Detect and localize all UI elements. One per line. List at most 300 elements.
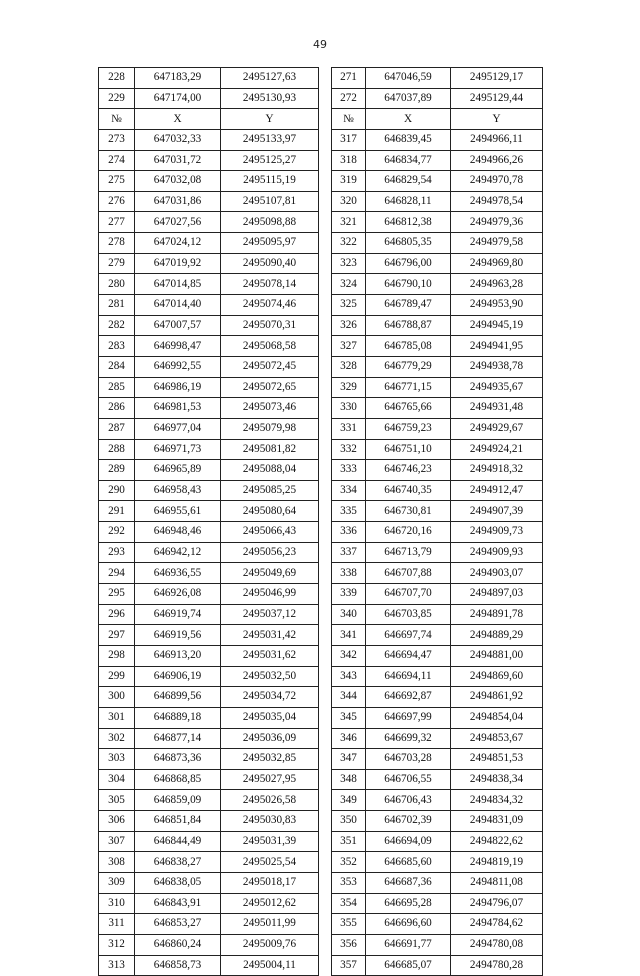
table-row <box>99 398 319 419</box>
table-row <box>99 769 319 790</box>
point-number-cell: 324 <box>332 274 366 295</box>
table-row <box>332 418 543 439</box>
table-row <box>332 831 543 852</box>
point-number-cell: 275 <box>99 171 135 192</box>
point-number-cell: 289 <box>99 460 135 481</box>
table-row <box>99 191 319 212</box>
point-number-cell: 354 <box>332 893 366 914</box>
y-coordinate-cell: 2495034,72 <box>221 687 319 708</box>
table-row <box>99 645 319 666</box>
table-row <box>332 315 543 336</box>
x-coordinate-cell: 646971,73 <box>135 439 221 460</box>
table-row <box>99 584 319 605</box>
table-row <box>99 253 319 274</box>
x-coordinate-cell: 646926,08 <box>135 584 221 605</box>
point-number-cell: 349 <box>332 790 366 811</box>
y-coordinate-cell: 2494819,19 <box>451 852 543 873</box>
y-coordinate-cell: 2494909,73 <box>451 522 543 543</box>
point-number-cell: 295 <box>99 584 135 605</box>
table-row <box>99 790 319 811</box>
x-coordinate-cell: 646948,46 <box>135 522 221 543</box>
y-coordinate-cell: 2495125,27 <box>221 150 319 171</box>
coordinates-table-left <box>98 67 319 976</box>
point-number-cell: 300 <box>99 687 135 708</box>
table-row <box>99 418 319 439</box>
table-row <box>332 584 543 605</box>
table-row <box>332 295 543 316</box>
x-coordinate-cell: 646913,20 <box>135 645 221 666</box>
y-coordinate-cell: 2494918,32 <box>451 460 543 481</box>
y-coordinate-cell: 2494929,67 <box>451 418 543 439</box>
y-coordinate-cell: 2495032,50 <box>221 666 319 687</box>
table-row <box>99 150 319 171</box>
point-number-cell: 297 <box>99 625 135 646</box>
x-coordinate-cell: 647014,40 <box>135 295 221 316</box>
x-coordinate-cell: 646707,70 <box>366 584 451 605</box>
point-number-cell: 287 <box>99 418 135 439</box>
point-number-cell: 346 <box>332 728 366 749</box>
x-coordinate-cell: 646703,28 <box>366 749 451 770</box>
point-number-cell: 278 <box>99 233 135 254</box>
table-row <box>332 150 543 171</box>
table-row <box>99 625 319 646</box>
point-number-cell: 284 <box>99 356 135 377</box>
y-coordinate-cell: 2495129,17 <box>451 68 543 89</box>
table-row <box>332 749 543 770</box>
x-coordinate-cell: 646692,87 <box>366 687 451 708</box>
table-row <box>99 852 319 873</box>
x-coordinate-cell: 646828,11 <box>366 191 451 212</box>
y-coordinate-cell: 2495026,58 <box>221 790 319 811</box>
x-coordinate-cell: 646707,88 <box>366 563 451 584</box>
table-row <box>332 790 543 811</box>
y-coordinate-cell: 2494903,07 <box>451 563 543 584</box>
x-coordinate-cell: 646694,47 <box>366 645 451 666</box>
table-row <box>99 872 319 893</box>
y-coordinate-cell: 2494838,34 <box>451 769 543 790</box>
y-coordinate-cell: 2495031,62 <box>221 645 319 666</box>
y-coordinate-cell: 2495127,63 <box>221 68 319 89</box>
x-coordinate-cell: 646877,14 <box>135 728 221 749</box>
table-row <box>99 171 319 192</box>
point-number-cell: 344 <box>332 687 366 708</box>
table-row <box>99 707 319 728</box>
point-number-cell: 337 <box>332 542 366 563</box>
point-number-cell: 277 <box>99 212 135 233</box>
point-number-cell: 229 <box>99 88 135 109</box>
x-coordinate-cell: 646706,43 <box>366 790 451 811</box>
x-coordinate-cell: 646958,43 <box>135 480 221 501</box>
x-coordinate-cell: 646765,66 <box>366 398 451 419</box>
point-number-cell: 325 <box>332 295 366 316</box>
table-row <box>332 253 543 274</box>
y-coordinate-cell: 2495098,88 <box>221 212 319 233</box>
point-number-cell: 323 <box>332 253 366 274</box>
x-coordinate-cell: 646919,74 <box>135 604 221 625</box>
table-row <box>332 728 543 749</box>
x-coordinate-cell: 647031,86 <box>135 191 221 212</box>
y-coordinate-cell: 2494941,95 <box>451 336 543 357</box>
y-coordinate-cell: 2495070,31 <box>221 315 319 336</box>
point-number-cell: 291 <box>99 501 135 522</box>
y-coordinate-cell: 2495129,44 <box>451 88 543 109</box>
table-row <box>99 377 319 398</box>
x-coordinate-cell: 646889,18 <box>135 707 221 728</box>
y-coordinate-cell: 2494978,54 <box>451 191 543 212</box>
y-coordinate-cell: 2494935,67 <box>451 377 543 398</box>
table-row <box>99 295 319 316</box>
y-coordinate-cell: 2494854,04 <box>451 707 543 728</box>
x-coordinate-cell: 646906,19 <box>135 666 221 687</box>
x-coordinate-cell: 646740,35 <box>366 480 451 501</box>
x-coordinate-cell: 646838,05 <box>135 872 221 893</box>
table-row <box>332 852 543 873</box>
y-coordinate-cell: 2494897,03 <box>451 584 543 605</box>
y-coordinate-cell: 2495031,42 <box>221 625 319 646</box>
x-coordinate-cell: 646899,56 <box>135 687 221 708</box>
y-coordinate-cell: 2495030,83 <box>221 811 319 832</box>
point-number-cell: 345 <box>332 707 366 728</box>
x-coordinate-cell: 646730,81 <box>366 501 451 522</box>
x-coordinate-cell: 646965,89 <box>135 460 221 481</box>
point-number-cell: 302 <box>99 728 135 749</box>
point-number-cell: 327 <box>332 336 366 357</box>
x-coordinate-cell: 646771,15 <box>366 377 451 398</box>
coordinates-table-right <box>331 67 543 976</box>
table-row <box>99 687 319 708</box>
y-coordinate-cell: 2495056,23 <box>221 542 319 563</box>
table-row <box>99 315 319 336</box>
table-row <box>99 129 319 150</box>
y-coordinate-cell: 2494924,21 <box>451 439 543 460</box>
x-coordinate-cell: 646687,36 <box>366 872 451 893</box>
table-row <box>332 769 543 790</box>
point-number-cell: 299 <box>99 666 135 687</box>
y-coordinate-cell: 2494909,93 <box>451 542 543 563</box>
x-coordinate-cell: 647183,29 <box>135 68 221 89</box>
point-number-cell: 330 <box>332 398 366 419</box>
y-coordinate-cell: 2494966,11 <box>451 129 543 150</box>
point-number-cell: 228 <box>99 68 135 89</box>
x-coordinate-cell: 646977,04 <box>135 418 221 439</box>
y-coordinate-cell: 2494891,78 <box>451 604 543 625</box>
point-number-cell: 304 <box>99 769 135 790</box>
point-number-cell: 331 <box>332 418 366 439</box>
y-coordinate-cell: 2495049,69 <box>221 563 319 584</box>
point-number-cell: 276 <box>99 191 135 212</box>
y-coordinate-cell: 2495115,19 <box>221 171 319 192</box>
x-coordinate-cell: 646694,09 <box>366 831 451 852</box>
x-coordinate-cell: 646838,27 <box>135 852 221 873</box>
point-number-cell: 329 <box>332 377 366 398</box>
x-coordinate-cell: 646779,29 <box>366 356 451 377</box>
y-coordinate-cell: 2495012,62 <box>221 893 319 914</box>
y-coordinate-cell: 2495031,39 <box>221 831 319 852</box>
table-right-body <box>332 68 543 976</box>
y-coordinate-cell: 2495018,17 <box>221 872 319 893</box>
table-row <box>332 604 543 625</box>
y-coordinate-cell: 2494851,53 <box>451 749 543 770</box>
table-row <box>99 460 319 481</box>
x-coordinate-cell: 646805,35 <box>366 233 451 254</box>
point-number-cell: 307 <box>99 831 135 852</box>
point-number-cell: 298 <box>99 645 135 666</box>
table-row <box>99 666 319 687</box>
point-number-cell: 288 <box>99 439 135 460</box>
x-coordinate-cell: 646829,54 <box>366 171 451 192</box>
x-coordinate-cell: 646785,08 <box>366 336 451 357</box>
table-row <box>332 212 543 233</box>
table-row <box>99 542 319 563</box>
table-row <box>332 233 543 254</box>
point-number-cell: 338 <box>332 563 366 584</box>
point-number-cell: 286 <box>99 398 135 419</box>
table-row <box>99 914 319 935</box>
point-number-cell: 347 <box>332 749 366 770</box>
x-coordinate-cell: 646746,23 <box>366 460 451 481</box>
y-coordinate-cell: 2495072,65 <box>221 377 319 398</box>
x-coordinate-cell: 646843,91 <box>135 893 221 914</box>
x-coordinate-cell: 646685,07 <box>366 955 451 976</box>
point-number-cell: 296 <box>99 604 135 625</box>
point-number-cell: 311 <box>99 914 135 935</box>
point-number-cell: 309 <box>99 872 135 893</box>
table-row <box>99 501 319 522</box>
x-coordinate-cell: 646851,84 <box>135 811 221 832</box>
point-number-cell: 352 <box>332 852 366 873</box>
x-coordinate-cell: 647037,89 <box>366 88 451 109</box>
x-coordinate-cell: 646697,74 <box>366 625 451 646</box>
point-number-cell: 306 <box>99 811 135 832</box>
y-coordinate-cell: 2494834,32 <box>451 790 543 811</box>
y-coordinate-cell: 2495072,45 <box>221 356 319 377</box>
y-coordinate-cell: 2494881,00 <box>451 645 543 666</box>
x-coordinate-cell: 646859,09 <box>135 790 221 811</box>
y-coordinate-cell: 2494853,67 <box>451 728 543 749</box>
y-coordinate-cell: 2495037,12 <box>221 604 319 625</box>
x-coordinate-cell: 646868,85 <box>135 769 221 790</box>
y-coordinate-cell: 2494938,78 <box>451 356 543 377</box>
table-row <box>332 522 543 543</box>
table-row <box>332 129 543 150</box>
y-coordinate-cell: 2494861,92 <box>451 687 543 708</box>
y-coordinate-cell: 2494969,80 <box>451 253 543 274</box>
x-coordinate-cell: 647046,59 <box>366 68 451 89</box>
y-coordinate-cell: 2494912,47 <box>451 480 543 501</box>
table-row <box>99 439 319 460</box>
x-coordinate-cell: 646919,56 <box>135 625 221 646</box>
table-row <box>99 88 319 109</box>
point-number-cell: 271 <box>332 68 366 89</box>
x-coordinate-cell: 646860,24 <box>135 934 221 955</box>
x-coordinate-cell: 646706,55 <box>366 769 451 790</box>
table-row <box>332 191 543 212</box>
x-coordinate-cell: 647007,57 <box>135 315 221 336</box>
point-number-cell: 343 <box>332 666 366 687</box>
y-coordinate-cell: 2495046,99 <box>221 584 319 605</box>
x-coordinate-cell: 647014,85 <box>135 274 221 295</box>
table-row <box>332 666 543 687</box>
column-header-y: Y <box>451 109 543 130</box>
x-coordinate-cell: 647174,00 <box>135 88 221 109</box>
x-coordinate-cell: 646834,77 <box>366 150 451 171</box>
point-number-cell: 290 <box>99 480 135 501</box>
y-coordinate-cell: 2494831,09 <box>451 811 543 832</box>
table-header-row <box>332 109 543 130</box>
y-coordinate-cell: 2494889,29 <box>451 625 543 646</box>
table-row <box>332 68 543 89</box>
table-row <box>99 728 319 749</box>
x-coordinate-cell: 646702,39 <box>366 811 451 832</box>
y-coordinate-cell: 2495130,93 <box>221 88 319 109</box>
y-coordinate-cell: 2495095,97 <box>221 233 319 254</box>
table-row <box>99 563 319 584</box>
y-coordinate-cell: 2494796,07 <box>451 893 543 914</box>
point-number-cell: 340 <box>332 604 366 625</box>
x-coordinate-cell: 646986,19 <box>135 377 221 398</box>
table-row <box>99 212 319 233</box>
table-row <box>99 893 319 914</box>
point-number-cell: 322 <box>332 233 366 254</box>
table-row <box>332 88 543 109</box>
y-coordinate-cell: 2495133,97 <box>221 129 319 150</box>
x-coordinate-cell: 646853,27 <box>135 914 221 935</box>
table-row <box>332 914 543 935</box>
point-number-cell: 326 <box>332 315 366 336</box>
y-coordinate-cell: 2495107,81 <box>221 191 319 212</box>
point-number-cell: 317 <box>332 129 366 150</box>
y-coordinate-cell: 2494907,39 <box>451 501 543 522</box>
point-number-cell: 318 <box>332 150 366 171</box>
point-number-cell: 334 <box>332 480 366 501</box>
x-coordinate-cell: 647019,92 <box>135 253 221 274</box>
table-row <box>332 707 543 728</box>
table-row <box>332 542 543 563</box>
x-coordinate-cell: 646685,60 <box>366 852 451 873</box>
y-coordinate-cell: 2495080,64 <box>221 501 319 522</box>
point-number-cell: 272 <box>332 88 366 109</box>
column-header-y: Y <box>221 109 319 130</box>
x-coordinate-cell: 646691,77 <box>366 934 451 955</box>
table-row <box>332 934 543 955</box>
y-coordinate-cell: 2494780,28 <box>451 955 543 976</box>
y-coordinate-cell: 2495085,25 <box>221 480 319 501</box>
table-row <box>332 439 543 460</box>
y-coordinate-cell: 2495032,85 <box>221 749 319 770</box>
x-coordinate-cell: 647024,12 <box>135 233 221 254</box>
x-coordinate-cell: 647031,72 <box>135 150 221 171</box>
y-coordinate-cell: 2495068,58 <box>221 336 319 357</box>
table-row <box>332 377 543 398</box>
point-number-cell: 321 <box>332 212 366 233</box>
y-coordinate-cell: 2495036,09 <box>221 728 319 749</box>
table-header-row <box>99 109 319 130</box>
x-coordinate-cell: 646992,55 <box>135 356 221 377</box>
table-row <box>332 687 543 708</box>
y-coordinate-cell: 2495004,11 <box>221 955 319 976</box>
column-header-number: № <box>99 109 135 130</box>
x-coordinate-cell: 646936,55 <box>135 563 221 584</box>
point-number-cell: 273 <box>99 129 135 150</box>
point-number-cell: 333 <box>332 460 366 481</box>
x-coordinate-cell: 646703,85 <box>366 604 451 625</box>
table-row <box>99 934 319 955</box>
point-number-cell: 303 <box>99 749 135 770</box>
y-coordinate-cell: 2494931,48 <box>451 398 543 419</box>
point-number-cell: 319 <box>332 171 366 192</box>
point-number-cell: 281 <box>99 295 135 316</box>
point-number-cell: 308 <box>99 852 135 873</box>
y-coordinate-cell: 2495088,04 <box>221 460 319 481</box>
point-number-cell: 339 <box>332 584 366 605</box>
point-number-cell: 353 <box>332 872 366 893</box>
x-coordinate-cell: 646789,47 <box>366 295 451 316</box>
point-number-cell: 328 <box>332 356 366 377</box>
y-coordinate-cell: 2494822,62 <box>451 831 543 852</box>
y-coordinate-cell: 2494966,26 <box>451 150 543 171</box>
y-coordinate-cell: 2495035,04 <box>221 707 319 728</box>
point-number-cell: 312 <box>99 934 135 955</box>
y-coordinate-cell: 2495090,40 <box>221 253 319 274</box>
x-coordinate-cell: 646720,16 <box>366 522 451 543</box>
table-row <box>99 831 319 852</box>
y-coordinate-cell: 2495079,98 <box>221 418 319 439</box>
x-coordinate-cell: 646713,79 <box>366 542 451 563</box>
x-coordinate-cell: 646697,99 <box>366 707 451 728</box>
y-coordinate-cell: 2494970,78 <box>451 171 543 192</box>
point-number-cell: 348 <box>332 769 366 790</box>
table-row <box>332 171 543 192</box>
table-row <box>332 563 543 584</box>
table-row <box>99 522 319 543</box>
point-number-cell: 305 <box>99 790 135 811</box>
x-coordinate-cell: 646873,36 <box>135 749 221 770</box>
y-coordinate-cell: 2494780,08 <box>451 934 543 955</box>
y-coordinate-cell: 2494979,36 <box>451 212 543 233</box>
table-row <box>332 398 543 419</box>
point-number-cell: 351 <box>332 831 366 852</box>
table-left-body <box>99 68 319 976</box>
x-coordinate-cell: 647032,33 <box>135 129 221 150</box>
y-coordinate-cell: 2495074,46 <box>221 295 319 316</box>
x-coordinate-cell: 646844,49 <box>135 831 221 852</box>
table-row <box>332 480 543 501</box>
table-row <box>332 336 543 357</box>
x-coordinate-cell: 646790,10 <box>366 274 451 295</box>
y-coordinate-cell: 2494811,08 <box>451 872 543 893</box>
table-row <box>332 356 543 377</box>
y-coordinate-cell: 2494945,19 <box>451 315 543 336</box>
point-number-cell: 313 <box>99 955 135 976</box>
table-row <box>99 480 319 501</box>
y-coordinate-cell: 2494963,28 <box>451 274 543 295</box>
x-coordinate-cell: 646694,11 <box>366 666 451 687</box>
table-row <box>99 336 319 357</box>
table-row <box>99 356 319 377</box>
table-row <box>332 501 543 522</box>
point-number-cell: 357 <box>332 955 366 976</box>
y-coordinate-cell: 2494869,60 <box>451 666 543 687</box>
table-row <box>332 893 543 914</box>
page-number: 49 <box>313 38 327 51</box>
point-number-cell: 310 <box>99 893 135 914</box>
y-coordinate-cell: 2494953,90 <box>451 295 543 316</box>
point-number-cell: 320 <box>332 191 366 212</box>
column-header-number: № <box>332 109 366 130</box>
point-number-cell: 355 <box>332 914 366 935</box>
y-coordinate-cell: 2495078,14 <box>221 274 319 295</box>
x-coordinate-cell: 646759,23 <box>366 418 451 439</box>
